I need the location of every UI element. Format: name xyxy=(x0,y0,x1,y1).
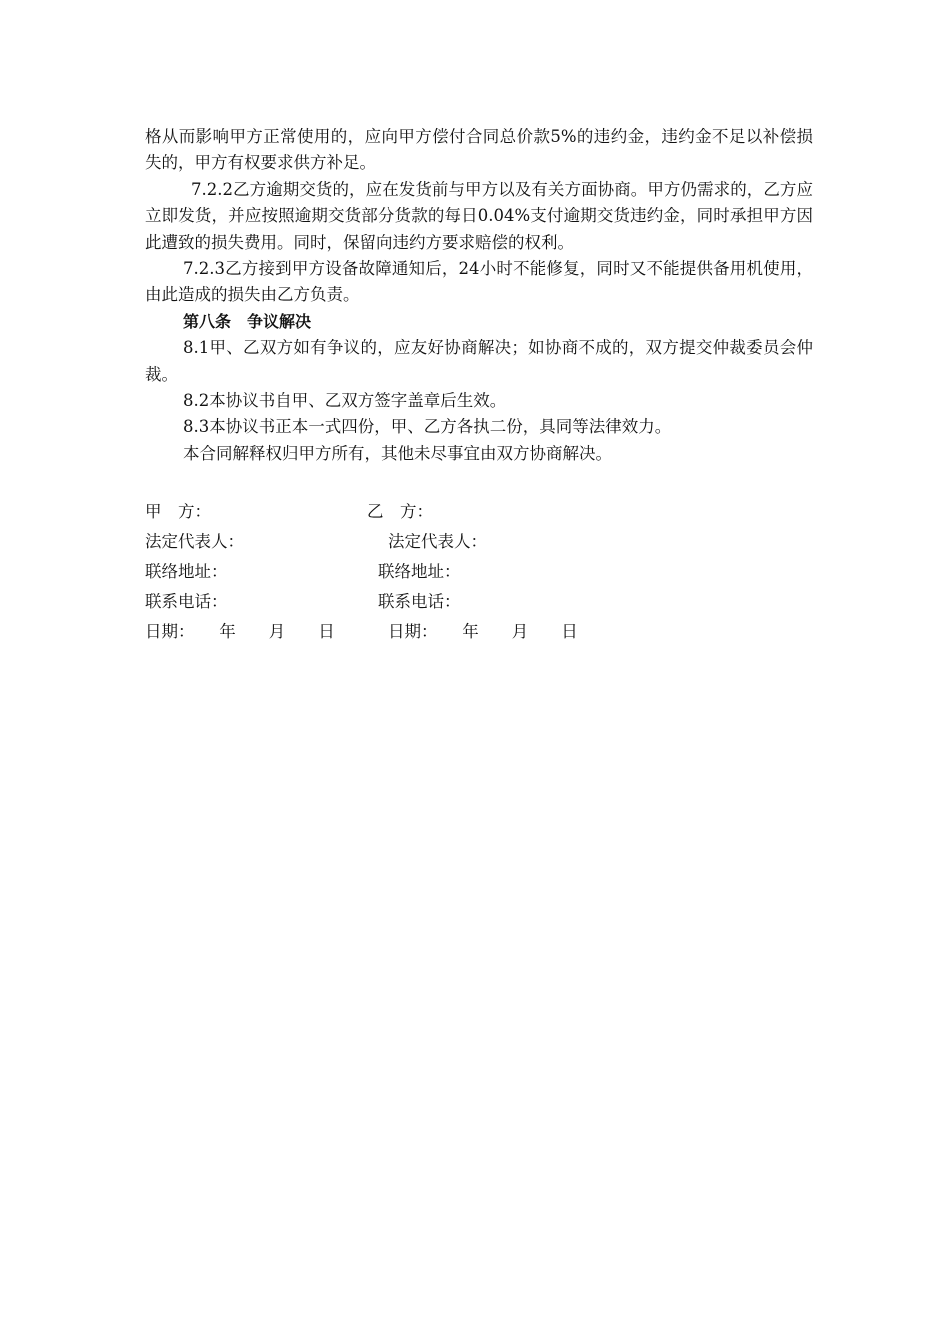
party-a-label: 甲 方： xyxy=(145,502,211,522)
paragraph-7-2-1-continued: 格从而影响甲方正常使用的，应向甲方偿付合同总价款5%的违约金，违约金不足以补偿损失的，甲方有权要求供方补足。 xyxy=(145,127,813,173)
spacer xyxy=(145,467,813,497)
article-8-heading: 第八条 争议解决 xyxy=(183,311,312,331)
party-b-address-label: 联络地址： xyxy=(378,562,461,582)
signature-row-legal-rep xyxy=(145,527,813,557)
paragraph-7-2-3: 7.2.3乙方接到甲方设备故障通知后，24小时不能修复，同时又不能提供备用机使用，由此造成的损失由乙方负责。 xyxy=(145,259,813,305)
party-b-phone-label: 联系电话： xyxy=(378,592,461,612)
signature-row-party xyxy=(145,497,813,527)
paragraph-interpretation: 本合同解释权归甲方所有，其他未尽事宜由双方协商解决。 xyxy=(183,443,612,463)
signature-block xyxy=(145,497,813,647)
party-b-legal-rep-label: 法定代表人： xyxy=(388,532,487,552)
party-a-phone-label: 联系电话： xyxy=(145,592,228,612)
signature-row-date xyxy=(145,617,813,647)
paragraph-8-3: 8.3本协议书正本一式四份，甲、乙方各执二份，具同等法律效力。 xyxy=(183,417,672,437)
signature-row-phone xyxy=(145,587,813,617)
party-a-legal-rep-label: 法定代表人： xyxy=(145,532,244,552)
paragraph-7-2-2: 7.2.2乙方逾期交货的，应在发货前与甲方以及有关方面协商。甲方仍需求的，乙方应立即发货，并应按照逾期交货部分货款的每日0.04%支付逾期交货违约金，同时承担甲方因此遭致的损失费用。同时，保留向违约方要求赔偿的权利。 xyxy=(145,179,813,252)
party-a-date-label: 日期： 年 月 日 xyxy=(145,622,335,642)
paragraph-8-1: 8.1甲、乙双方如有争议的，应友好协商解决；如协商不成的，双方提交仲裁委员会仲裁。 xyxy=(145,338,813,384)
party-b-label: 乙 方： xyxy=(367,502,433,522)
party-b-date-label: 日期： 年 月 日 xyxy=(388,622,578,642)
paragraph-8-2: 8.2本协议书自甲、乙双方签字盖章后生效。 xyxy=(183,391,507,411)
signature-row-address xyxy=(145,557,813,587)
document-page xyxy=(145,124,813,647)
party-a-address-label: 联络地址： xyxy=(145,562,228,582)
